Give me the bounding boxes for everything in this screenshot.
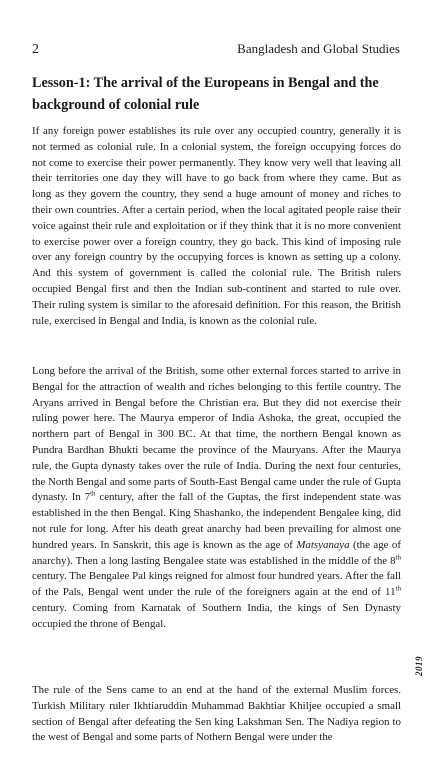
paragraph-2-part-d: century. The Bengalee Pal kings reigned for almost four hundred years. After the fall of the Pals, Bengal went under the rule of the foreigners again at the end of 11 [32, 570, 401, 599]
paragraph-2 [32, 364, 401, 633]
book-title: Bangladesh and Global Studies [237, 41, 400, 56]
paragraph-2-part-b: century, after the fall of the Guptas, the first independent state was established in the then Bengal. King Shashanko, the independent Bengalee king, did not rule for long. After his death great anarchy had been prevailing for almost one hundred years. In Sanskrit, this age is known as the age of [32, 491, 401, 551]
paragraph-2-part-c: (the age of anarchy). Then a long lasting Bengalee state was established in the middle of the 8 [32, 538, 401, 567]
page-header [32, 41, 400, 58]
italic-term: Matsyanaya [296, 538, 350, 551]
ordinal-suffix: th [90, 489, 96, 498]
ordinal-suffix: th [395, 552, 401, 561]
ordinal-suffix: th [395, 584, 401, 593]
page-number: 2 [32, 42, 39, 57]
paragraph-2-part-e: century. Coming from Karnatak of Southern India, the kings of Sen Dynasty occupied the throne of Bengal. [32, 601, 401, 630]
paragraph-3: The rule of the Sens came to an end at the hand of the external Muslim forces. Turkish Military ruler Ikhtiaruddin Muhammad Bakhtiar Khiljee occupied a small section of Bengal after defeating the Sen king Lakshman Sen. The Nadiya region to the west of Bengal and some parts of Nothern Bengal were under the [32, 684, 401, 744]
lesson-title: Lesson-1: The arrival of the Europeans in Bengal and the background of colonial rule [32, 75, 379, 113]
margin-year: 2019 [414, 656, 424, 676]
paragraph-2-part-a: Long before the arrival of the British, some other external forces started to arrive in Bengal for the attraction of wealth and riches belonging to this fertile country. The Aryans arrived in Bengal before the Christian era. But they did not exercise their ruling power here. The Maurya emperor of India Ashoka, the great, occupied the northern part of Bengal in 300 BC. At that time, the northern Bengal known as Pundra Bardhan Bhukti became the province of the Mauryans. After the Maurya rule, the Gupta dynasty takes over the rule of India. During the next four centuries, the North Bengal and some parts of South-East Bengal came under the rule of Gupta dynasty. In 7 [32, 365, 401, 504]
paragraph-1: If any foreign power establishes its rule over any occupied country, generally it is not termed as colonial rule. In a colonial system, the foreign occupying forces do not come to exercise their power permanently. They know very well that leaving all their territories one day they will have to go back from where they came. But as long as they govern the country, they send a huge amount of money and riches to their own countries. After a certain period, when the local agitated people raise their voice against their rule and exploitation or if they think that it is no more convenient to exercise power over a foreign country, they go back. This kind of imposing rule over any foreign country by the occupying forces is known as setting up a colony. And this system of government is called the colonial rule. The British rulers occupied Bengal first and then the Indian sub-continent and started to rule over. Their ruling system is similar to the aforesaid definition. For this reason, the British rule, exercised in Bengal and India, is known as the colonial rule. [32, 125, 401, 327]
